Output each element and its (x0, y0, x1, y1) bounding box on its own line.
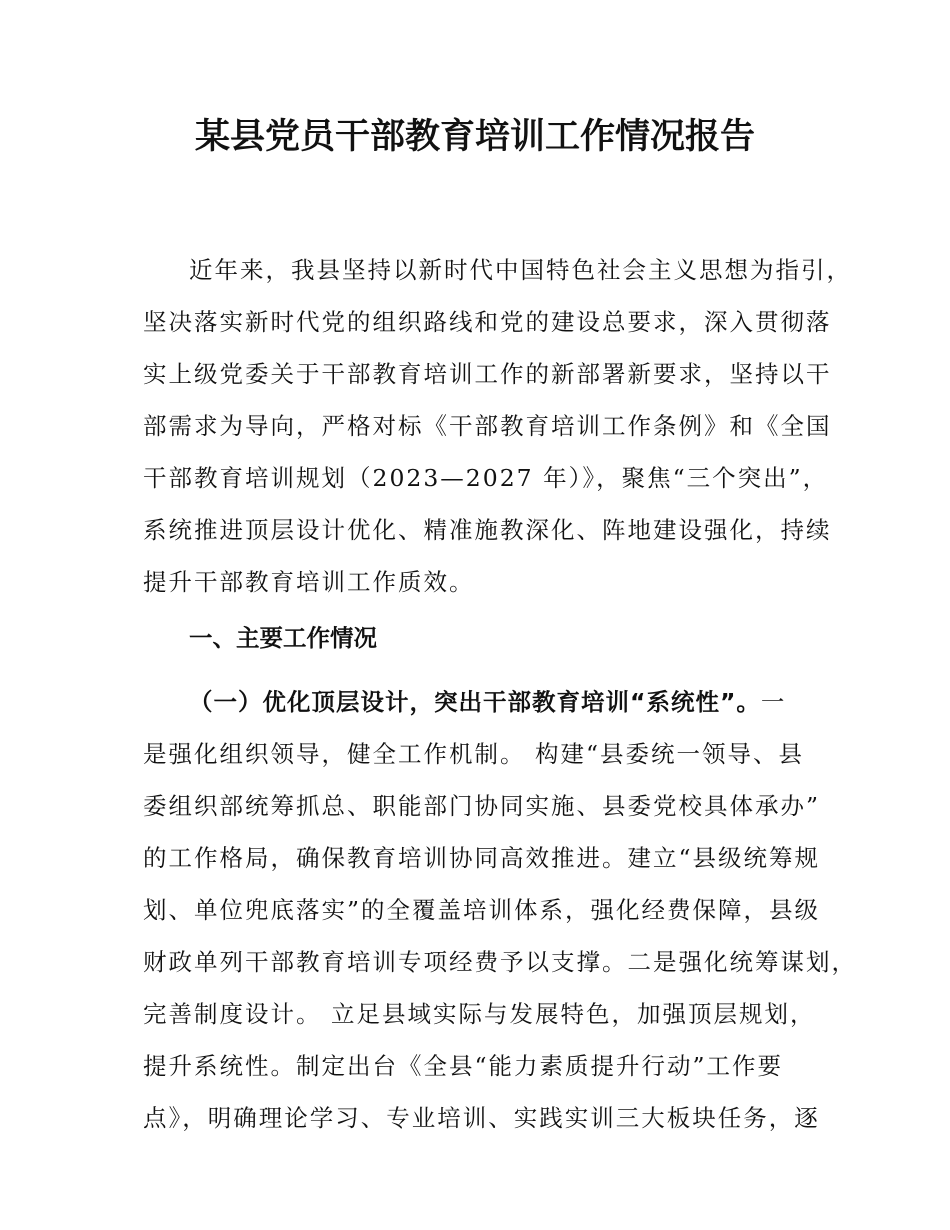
body-line: 的工作格局，确保教育培训协同高效推进。建立“县级统筹规 (143, 844, 821, 872)
intro-line: 近年来，我县坚持以新时代中国特色社会主义思想为指引， (189, 256, 852, 284)
intro-line: 实上级党委关于干部教育培训工作的新部署新要求，坚持以干 (143, 360, 832, 388)
subsection-heading: （一）优化顶层设计，突出干部教育培训“系统性”。 (189, 688, 761, 716)
intro-line: 系统推进顶层设计优化、精准施教深化、阵地建设强化，持续 (143, 516, 832, 544)
intro-line: 坚决落实新时代党的组织路线和党的建设总要求，深入贯彻落 (143, 308, 832, 336)
subsection-heading-tail: 一 (760, 688, 787, 716)
subsection-first-line (189, 676, 786, 728)
section-heading: 一、主要工作情况 (189, 624, 377, 652)
body-line: 财政单列干部教育培训专项经费予以支撑。二是强化统筹谋划， (143, 948, 857, 976)
intro-line: 部需求为导向，严格对标《干部教育培训工作条例》和《全国 (143, 412, 832, 440)
intro-line: 干部教育培训规划（2023—2027 年）》，聚焦“三个突出”， (143, 464, 829, 492)
body-line: 提升系统性。制定出台《全县“能力素质提升行动”工作要 (143, 1052, 784, 1080)
body-line: 完善制度设计。 立足县域实际与发展特色，加强顶层规划， (143, 1000, 816, 1028)
body-line: 点》，明确理论学习、专业培训、实践实训三大板块任务，逐 (143, 1104, 820, 1132)
body-line: 是强化组织领导，健全工作机制。 构建“县委统一领导、县 (143, 740, 804, 768)
document-title: 某县党员干部教育培训工作情况报告 (194, 116, 755, 157)
body-line: 划、单位兜底落实”的全覆盖培训体系，强化经费保障，县级 (143, 896, 821, 924)
intro-line: 提升干部教育培训工作质效。 (143, 568, 475, 596)
body-line: 委组织部统筹抓总、职能部门协同实施、县委党校具体承办” (143, 792, 821, 820)
